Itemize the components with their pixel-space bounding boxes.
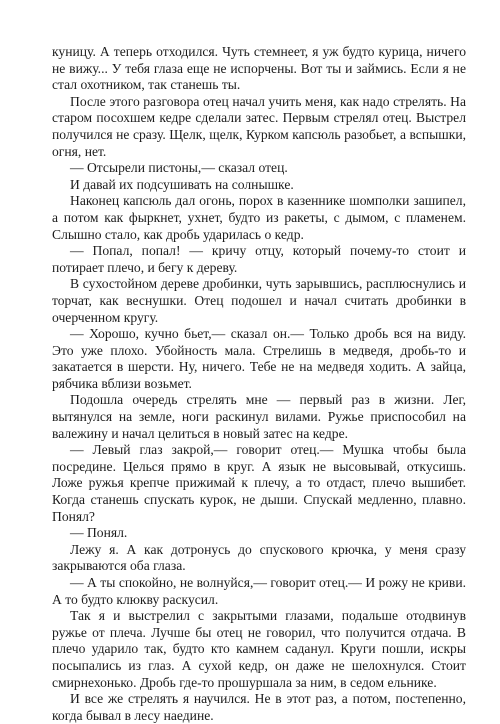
page-text	[52, 44, 466, 724]
paragraph: — Понял.	[70, 525, 128, 541]
paragraph: И давай их подсушивать на солнышке.	[70, 176, 294, 192]
paragraph: И все же стрелять я научился. Не в этот раз, а потом, постепенно, когда бывал в лесу наедине.	[52, 691, 466, 723]
paragraph: — А ты спокойно, не волнуйся,— говорит отец.— И рожу не криви. А то будто клюкву раскусил.	[52, 575, 466, 607]
paragraph: Подошла очередь стрелять мне — первый раз в жизни. Лег, вытянулся на земле, ноги раскинул вилами. Ружье приспособил на валежину и начал целиться в новый затес на кедре.	[52, 392, 466, 441]
paragraph: Наконец капсюль дал огонь, порох в казеннике шомполки зашипел, а потом как фыркнет, ухнет, будто из ракеты, с дымом, с пламенем. Слышно стало, как дробь ударилась о кедр.	[52, 193, 466, 242]
paragraph: — Попал, попал! — кричу отцу, который почему-то стоит и потирает плечо, и бегу к дереву.	[52, 243, 466, 275]
paragraph: куницу. А теперь отходился. Чуть стемнеет, я уж будто курица, ничего не вижу... У тебя глаза еще не испорчены. Вот ты и займись. Если я не стал охотником, так станешь ты.	[52, 44, 466, 93]
paragraph: — Левый глаз закрой,— говорит отец.— Мушка чтобы была посредине. Целься прямо в круг. А язык не высовывай, откусишь. Ложе ружья крепче прижимай к плечу, а то отдаст, плечо вышибет. Когда станешь спускать курок, не дыши. Спускай медленно, плавно. Понял?	[52, 442, 466, 524]
paragraph: — Хорошо, кучно бьет,— сказал он.— Только дробь вся на виду. Это уже плохо. Убойность мала. Стрелишь в медведя, дробь-то и закатается в шерсти. Ну, ничего. Тебе не на медведя ходить. А зайца, рябчика вблизи возьмет.	[52, 326, 466, 391]
paragraph: Лежу я. А как дотронусь до спускового крючка, у меня сразу закрываются оба глаза.	[52, 541, 466, 574]
paragraph: В сухостойном дереве дробинки, чуть зарывшись, расплюснулись и торчат, как веснушки. Отец подошел и начал считать дробинки в очерченном кругу.	[52, 276, 466, 325]
paragraph: — Отсырели пистоны,— сказал отец.	[70, 160, 288, 176]
paragraph: Так я и выстрелил с закрытыми глазами, подальше отодвинув ружье от плеча. Лучше бы отец не говорил, что получится отдача. В плечо ударило так, будто кто камнем саданул. Круги пошли, искры посыпались из глаз. А сухой кедр, он даже не шелохнулся. Стоит смирнехонько. Дробь где-то прошуршала за ним, в седом ельнике.	[52, 608, 466, 690]
paragraph: После этого разговора отец начал учить меня, как надо стрелять. На старом посохшем кедре сделали затес. Первым стрелял отец. Выстрел получился не сразу. Щелк, щелк, Курком капсюль разобьет, а вспышки, огня, нет.	[52, 93, 466, 159]
